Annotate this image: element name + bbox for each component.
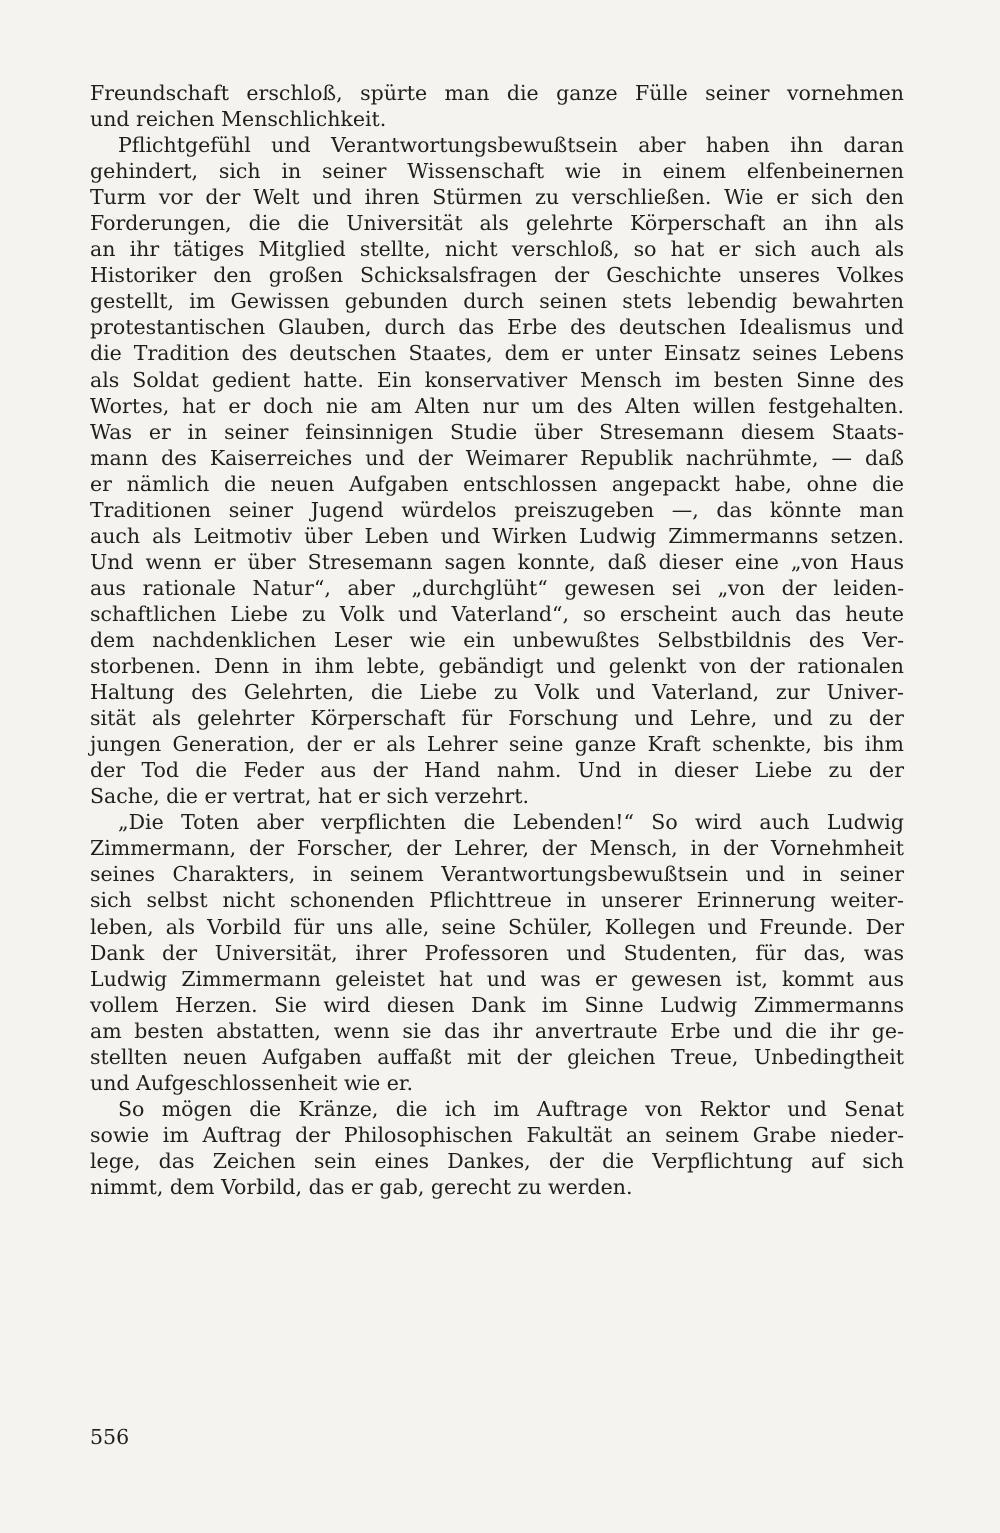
text-line: „Die Toten aber verpflichten die Lebenden!“ So wird auch Ludwig: [118, 810, 904, 835]
text-line: Sache, die er vertrat, hat er sich verzehrt.: [90, 784, 530, 809]
paragraph-1: [90, 80, 904, 132]
text-line: Traditionen seiner Jugend würdelos preiszugeben —, das könnte man: [90, 497, 904, 522]
paragraph-4: [90, 1096, 904, 1200]
text-line: So mögen die Kränze, die ich im Auftrage von Rektor und Senat: [118, 1096, 904, 1121]
text-line: er nämlich die neuen Aufgaben entschlossen angepackt habe, ohne die: [90, 471, 904, 496]
text-line: stellten neuen Aufgaben auffaßt mit der gleichen Treue, Unbedingtheit: [90, 1044, 904, 1069]
text-line: lege, das Zeichen sein eines Dankes, der die Verpflichtung auf sich: [90, 1148, 904, 1173]
text-line: Turm vor der Welt und ihren Stürmen zu verschließen. Wie er sich den: [90, 185, 904, 210]
text-line: auch als Leitmotiv über Leben und Wirken Ludwig Zimmermanns setzen.: [90, 523, 904, 548]
text-line: Haltung des Gelehrten, die Liebe zu Volk und Vaterland, zur Univer-: [90, 680, 904, 705]
text-line: Wortes, hat er doch nie am Alten nur um des Alten willen festgehalten.: [90, 393, 904, 418]
text-line: schaftlichen Liebe zu Volk und Vaterland“, so erscheint auch das heute: [90, 601, 904, 626]
text-line: jungen Generation, der er als Lehrer seine ganze Kraft schenkte, bis ihm: [90, 732, 904, 757]
page-number: 556: [90, 1425, 130, 1449]
text-line: nimmt, dem Vorbild, das er gab, gerecht zu werden.: [90, 1174, 633, 1199]
text-line: Ludwig Zimmermann geleistet hat und was er gewesen ist, kommt aus: [90, 966, 904, 991]
text-line: Und wenn er über Stresemann sagen konnte, daß dieser eine „von Haus: [90, 549, 904, 574]
text-line: dem nachdenklichen Leser wie ein unbewußtes Selbstbildnis des Ver-: [90, 627, 904, 652]
paragraph-3: [90, 809, 904, 1096]
text-line: Was er in seiner feinsinnigen Studie über Stresemann diesem Staats-: [90, 419, 904, 444]
text-line: und reichen Menschlichkeit.: [90, 107, 387, 132]
text-line: mann des Kaiserreiches und der Weimarer Republik nachrühmte, — daß: [90, 445, 904, 470]
text-line: an ihr tätiges Mitglied stellte, nicht verschloß, so hat er sich auch als: [90, 237, 904, 262]
text-line: vollem Herzen. Sie wird diesen Dank im Sinne Ludwig Zimmermanns: [90, 992, 904, 1017]
text-line: Historiker den großen Schicksalsfragen der Geschichte unseres Volkes: [90, 263, 904, 288]
text-line: Zimmermann, der Forscher, der Lehrer, der Mensch, in der Vornehmheit: [90, 836, 904, 861]
text-line: aus rationale Natur“, aber „durchglüht“ gewesen sei „von der leiden-: [90, 575, 904, 600]
text-line: gehindert, sich in seiner Wissenschaft wie in einem elfenbeinernen: [90, 159, 904, 184]
text-line: sität als gelehrter Körperschaft für Forschung und Lehre, und zu der: [90, 706, 904, 731]
text-line: gestellt, im Gewissen gebunden durch seinen stets lebendig bewahrten: [90, 289, 904, 314]
text-line: Dank der Universität, ihrer Professoren und Studenten, für das, was: [90, 940, 904, 965]
text-line: Pflichtgefühl und Verantwortungsbewußtsein aber haben ihn daran: [118, 133, 904, 158]
text-line: seines Charakters, in seinem Verantwortungsbewußtsein und in seiner: [90, 862, 904, 887]
text-line: Freundschaft erschloß, spürte man die ganze Fülle seiner vornehmen: [90, 81, 904, 105]
text-line: sowie im Auftrag der Philosophischen Fakultät an seinem Grabe nieder-: [90, 1122, 904, 1147]
text-line: storbenen. Denn in ihm lebte, gebändigt und gelenkt von der rationalen: [90, 654, 904, 679]
text-line: als Soldat gedient hatte. Ein konservativer Mensch im besten Sinne des: [90, 367, 904, 392]
text-line: und Aufgeschlossenheit wie er.: [90, 1070, 413, 1095]
paragraph-2: [90, 132, 904, 809]
text-line: protestantischen Glauben, durch das Erbe des deutschen Idealismus und: [90, 315, 904, 340]
page-body-text: [90, 80, 904, 1200]
text-line: der Tod die Feder aus der Hand nahm. Und in dieser Liebe zu der: [90, 758, 904, 783]
text-line: Forderungen, die die Universität als gelehrte Körperschaft an ihn als: [90, 211, 904, 236]
text-line: am besten abstatten, wenn sie das ihr anvertraute Erbe und die ihr ge-: [90, 1018, 904, 1043]
text-line: die Tradition des deutschen Staates, dem er unter Einsatz seines Lebens: [90, 341, 904, 366]
text-line: leben, als Vorbild für uns alle, seine Schüler, Kollegen und Freunde. Der: [90, 914, 904, 939]
text-line: sich selbst nicht schonenden Pflichttreue in unserer Erinnerung weiter-: [90, 888, 904, 913]
